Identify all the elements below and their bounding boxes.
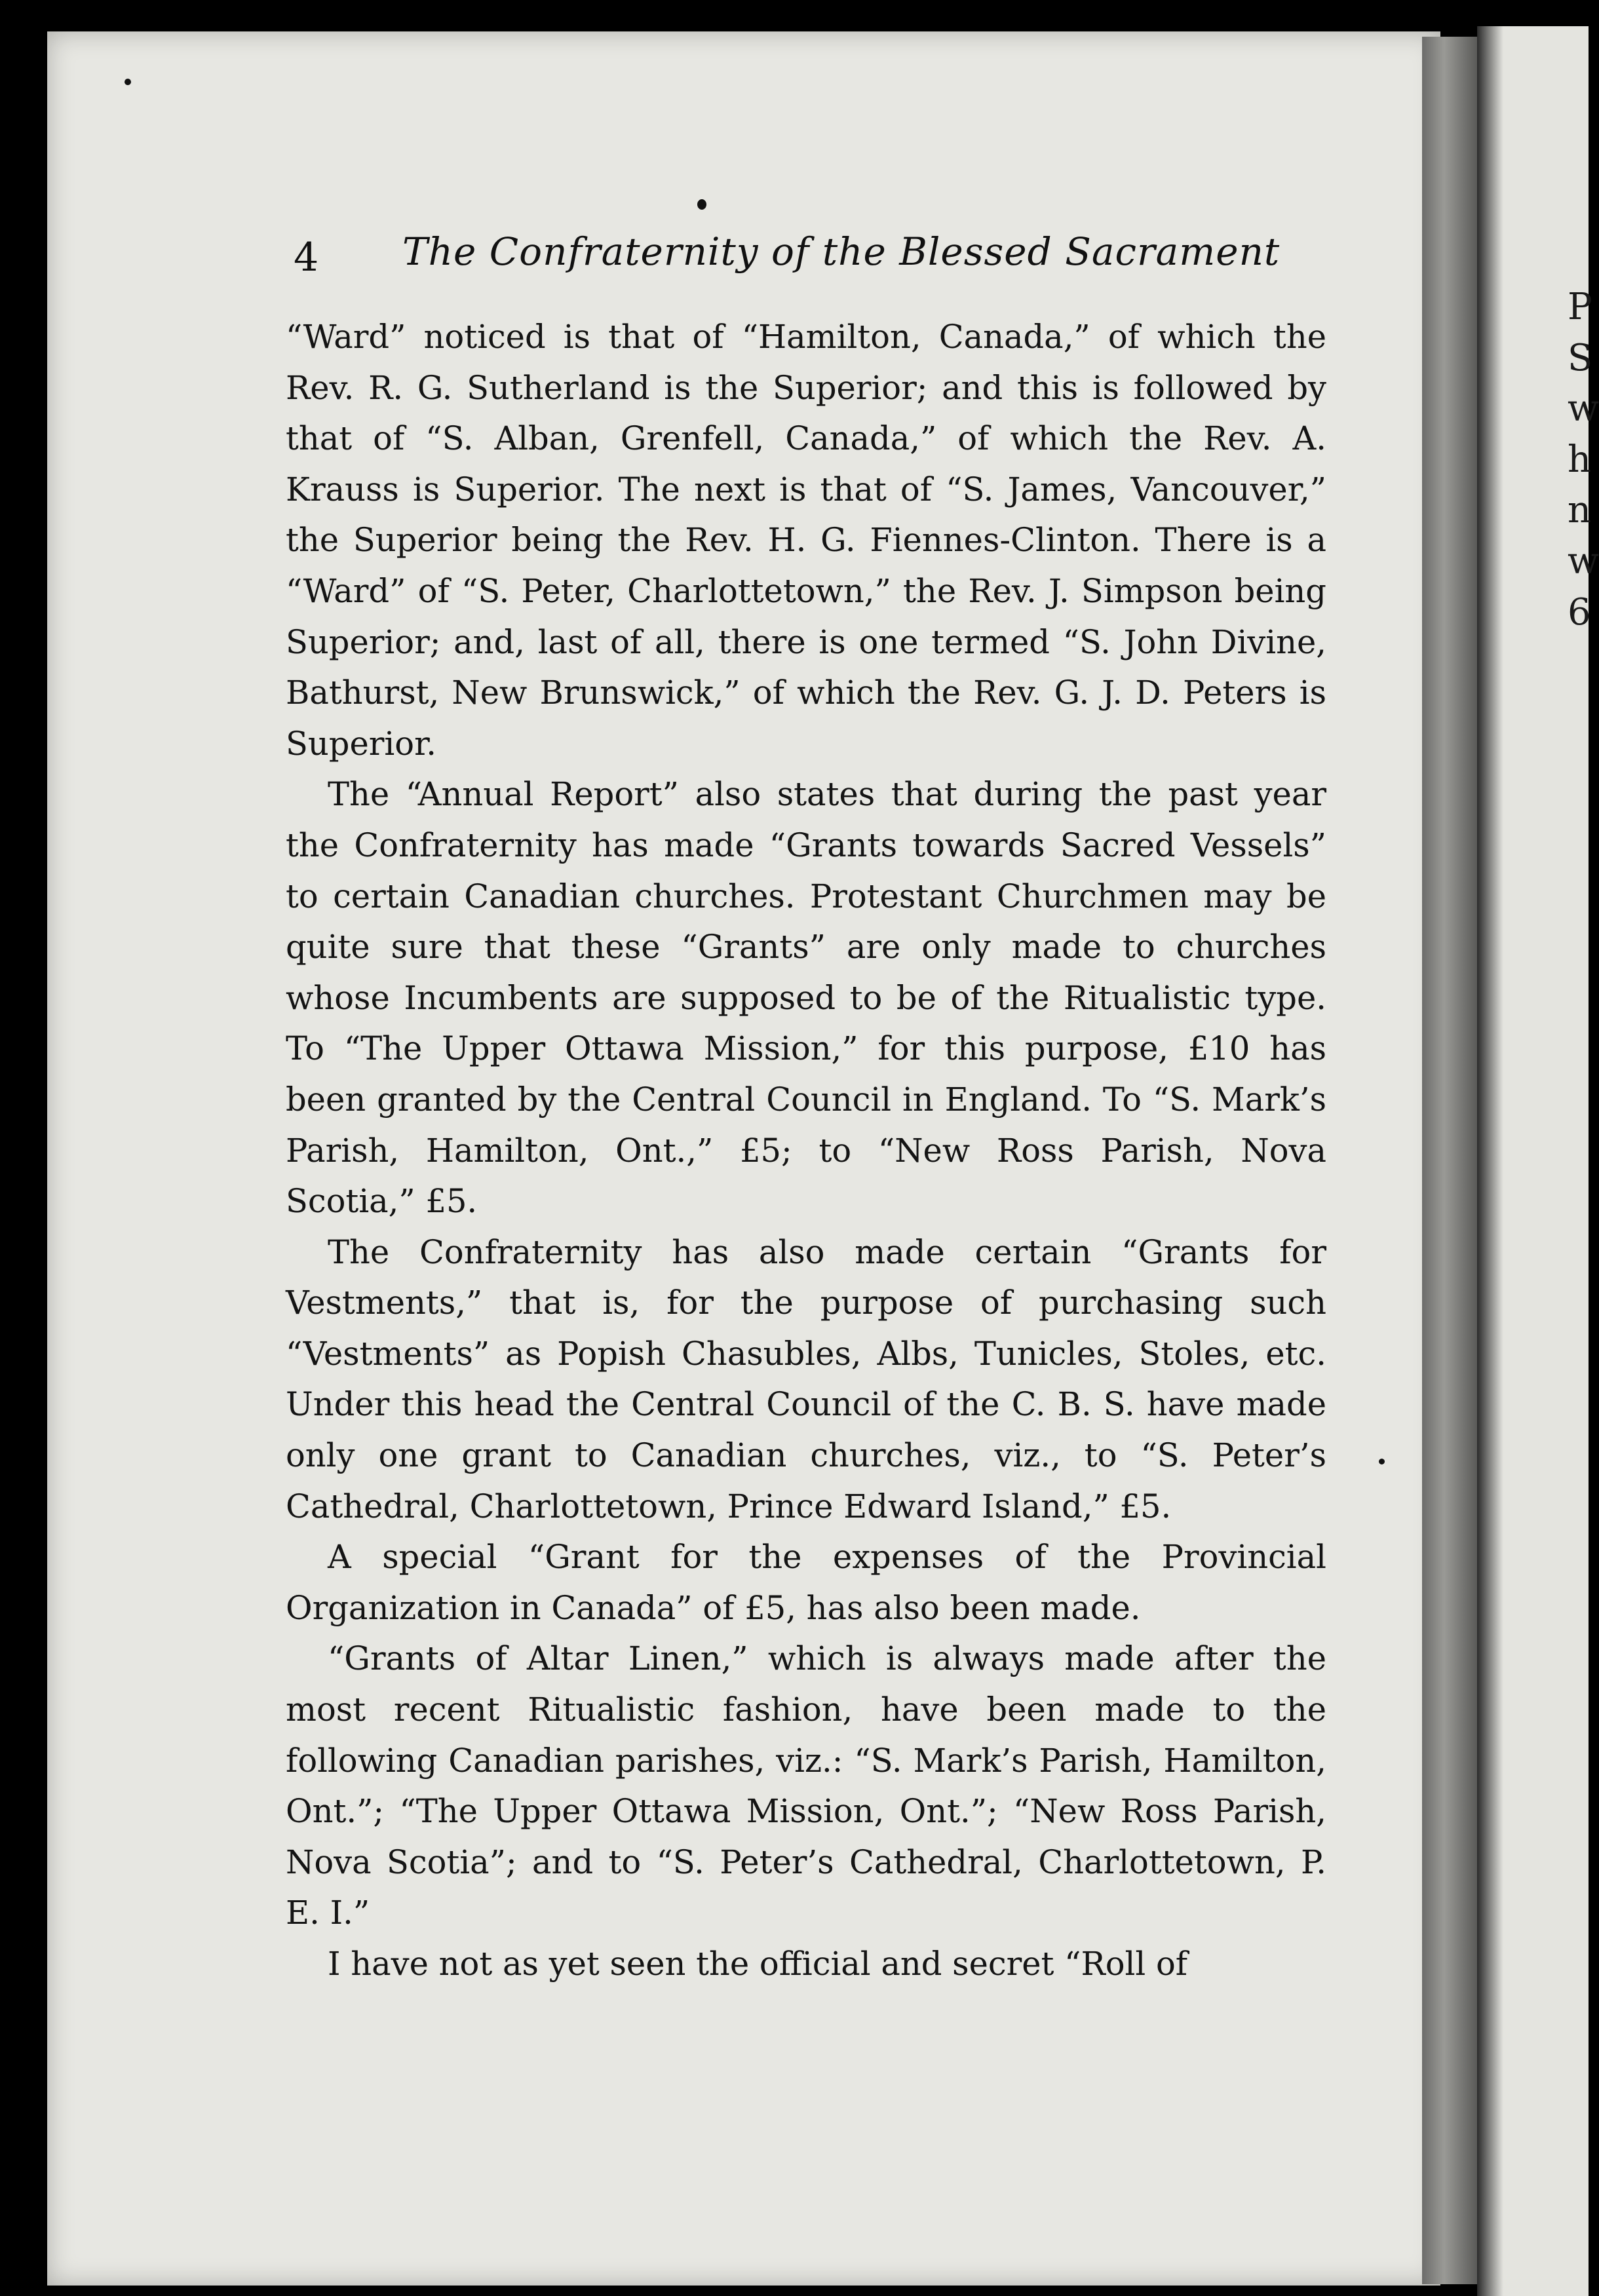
paragraph: The Confraternity has also made certain “Grants for Vestments,” that is, for the purpose of purchasing such “Vestments” as Popish Chasubles, Albs, Tunicles, Stoles, etc. Under this head the Central Council of the C. B. S. have made only one grant to Canadian churches, viz., to “S. Peter’s Cathedral, Charlottetown, Prince Edward Island,” £5. xyxy=(286,1233,1326,1525)
facing-page-fragment: 6 xyxy=(1568,590,1591,634)
gutter-shadow xyxy=(1477,26,1503,2296)
scan-speck xyxy=(1379,1459,1385,1464)
facing-page-fragment: S xyxy=(1568,336,1593,379)
scan-speck xyxy=(125,79,131,85)
paragraph: The “Annual Report” also states that during the past year the Confraternity has made “Grants towards Sacred Vessels” to certain Canadian churches. Protestant Churchmen may be quite sure that these “Grants” are only made to churches whose Incumbents are supposed to be of the Ritualistic type. To “The Upper Ottawa Mission,” for this purpose, £10 has been granted by the Central Council in England. To “S. Mark’s Parish, Hamilton, Ont.,” £5; to “New Ross Parish, Nova Scotia,” £5. xyxy=(286,775,1326,1221)
running-title: The Confraternity of the Blessed Sacrament xyxy=(402,229,1281,274)
facing-page-fragment: h xyxy=(1568,438,1592,481)
paragraph: “Ward” noticed is that of “Hamilton, Canada,” of which the Rev. R. G. Sutherland is the Superior; and this is followed by that of “S. Alban, Grenfell, Canada,” of which the Rev. A. Krauss is Superior. The next is that of “S. James, Vancouver,” the Superior being the Rev. H. G. Fiennes-Clinton. There is a “Ward” of “S. Peter, Charlottetown,” the Rev. J. Simpson being Superior; and, last of all, there is one termed “S. John Divine, Bathurst, New Brunswick,” of which the Rev. G. J. D. Peters is Superior. xyxy=(286,318,1326,763)
running-header xyxy=(288,223,1281,282)
facing-page-fragment: w xyxy=(1568,387,1599,430)
scan-speck xyxy=(697,199,706,210)
paragraph: “Grants of Altar Linen,” which is always made after the most recent Ritualistic fashion, have been made to the following Canadian parishes, viz.: “S. Mark’s Parish, Hamilton, Ont.”; “The Upper Ottawa Mission, Ont.”; “New Ross Parish, Nova Scotia”; and to “S. Peter’s Cathedral, Charlottetown, P. E. I.” xyxy=(286,1639,1326,1932)
page-edge-shadow xyxy=(1422,37,1477,2284)
facing-page-fragment: w xyxy=(1568,539,1599,583)
body-text xyxy=(286,312,1326,1990)
facing-page-fragment: P xyxy=(1568,286,1592,328)
paragraph: I have not as yet seen the official and secret “Roll of xyxy=(328,1945,1188,1983)
facing-page-text-fragments xyxy=(1568,282,1599,638)
page-number: 4 xyxy=(294,235,319,280)
facing-page-fragment: n xyxy=(1568,489,1592,532)
paragraph: A special “Grant for the expenses of the Provincial Organization in Canada” of £5, has also been made. xyxy=(286,1538,1326,1627)
